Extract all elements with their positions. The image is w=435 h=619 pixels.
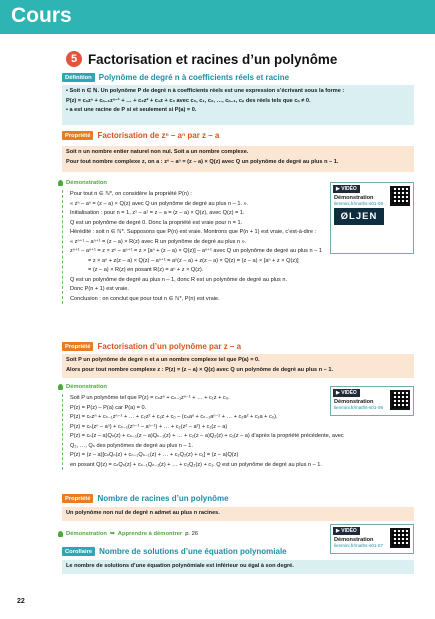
arrow-right-icon: ➥ (109, 531, 115, 537)
definition-box (62, 85, 414, 125)
lightbulb-icon (58, 384, 63, 390)
chapter-label: Cours (11, 4, 72, 27)
video-tag: ▶ VIDÉO (333, 185, 360, 193)
property-header (62, 342, 241, 351)
page-number: 22 (17, 598, 25, 605)
section-title: Factorisation et racines d’un polynôme (88, 51, 338, 67)
demo-line: en posant Q(z) = cₙQₙ(z) + cₙ₋₁Qₙ₋₁(z) + … + c₂Q₂(z) + c₁. Q est un polynôme de degré au plus n – 1. (70, 461, 322, 468)
property-line: Soit n un nombre entier naturel non nul. Soit a un nombre complexe. (66, 149, 249, 155)
chapter-header-bar (0, 0, 435, 34)
property-title: Factorisation d’un polynôme par z – a (97, 342, 242, 351)
demo-line: P(z) = (z – a)[cₙQₙ(z) + cₙ₋₁Qₙ₋₁(z) + … + c₂Q₂(z) + c₁] = (z – a)Q(z) (70, 452, 239, 458)
property-box (62, 507, 414, 521)
demo-line: = z × aⁿ + z(z – a) × Q(z) – aⁿ⁺¹ = aⁿ(z – a) + z(z – a) × Q(z) = (z – a) × [aⁿ + z × Q(z)] (88, 257, 299, 264)
qr-code-icon (390, 186, 410, 206)
corollary-line: Le nombre de solutions d’une équation polynômiale est inférieur ou égal à son degré. (66, 563, 294, 569)
demo-line: P(z) = cₙ(zⁿ – aⁿ) + cₙ₋₁(zⁿ⁻¹ – aⁿ⁻¹) + … + c₂(z² – a²) + c₁(z – a) (70, 423, 228, 430)
definition-tag: Définition (62, 73, 95, 82)
definition-line: • Soit n ∈ ℕ. Un polynôme P de degré n à coefficients réels est une expression s’écrivant sous la forme : (66, 88, 345, 94)
section-number-badge: 5 (66, 51, 82, 67)
video-title: Démonstration (334, 537, 374, 543)
definition-line: • a est une racine de P si et seulement si P(a) = 0. (66, 107, 197, 114)
demo-line: = (z – a) × R(z) en posant R(z) = aⁿ + z × Q(z). (88, 267, 204, 273)
demo-line: Pour tout n ∈ ℕ*, on considère la propriété P(n) : (70, 191, 192, 197)
qr-code-icon (390, 528, 410, 548)
video-link[interactable]: lienmini.fr/maths-s01-06 (334, 201, 384, 206)
demo-line: « zⁿ⁺¹ – aⁿ⁺¹ = (z – a) × R(z) avec R un polynôme de degré au plus n ». (70, 238, 247, 245)
property-box (62, 354, 414, 378)
video-title: Démonstration (334, 399, 374, 405)
property-box (62, 146, 414, 172)
corollary-title: Nombre de solutions d’une équation polynomiale (99, 547, 287, 556)
video-link[interactable]: lienmini.fr/maths-s01-07 (334, 543, 384, 548)
property-tag: Propriété (62, 494, 93, 503)
corollary-box (62, 560, 414, 574)
demonstration-label: Démonstration (58, 180, 107, 186)
video-link[interactable]: lienmini.fr/maths-s01-06 (334, 405, 384, 410)
corollary-header (62, 547, 287, 556)
demo-line: P(z) = P(z) – P(a) car P(a) = 0. (70, 404, 147, 411)
qr-code-icon (390, 390, 410, 410)
property-title: Nombre de racines d’un polynôme (97, 494, 229, 503)
publisher-logo: ØLJEN (334, 208, 384, 225)
section-heading (66, 51, 337, 67)
video-card[interactable] (330, 524, 414, 554)
definition-title: Polynôme de degré n à coefficients réels et racine (98, 73, 290, 82)
property-header (62, 494, 229, 503)
property-line: Pour tout nombre complexe z, on a : zⁿ – aⁿ = (z – a) × Q(z) avec Q un polynôme de degré au plus n – 1. (66, 158, 339, 165)
video-card[interactable] (330, 386, 414, 416)
demo-line: Q₂, …, Qₙ des polynômes de degré au plus n – 1. (70, 442, 193, 449)
demo-line: Soit P un polynôme tel que P(z) = cₙzⁿ + cₙ₋₁zⁿ⁻¹ + … + c₁z + c₀. (70, 395, 230, 401)
demo-line: P(z) = cₙzⁿ + cₙ₋₁zⁿ⁻¹ + … + c₂z² + c₁z + c₀ – (cₙaⁿ + cₙ₋₁aⁿ⁻¹ + … + c₂a² + c₁a + c₀). (70, 414, 278, 420)
video-title: Démonstration (334, 195, 374, 201)
video-card[interactable] (330, 182, 414, 254)
demo-line: Donc P(n + 1) est vraie. (70, 286, 129, 292)
property-line: Alors pour tout nombre complexe z : P(z) = (z – a) × Q(z) avec Q un polynôme de degré au plus n – 1. (66, 366, 333, 373)
demo-line: Q est un polynôme de degré 0. Donc la propriété est vraie pour n = 1. (70, 219, 243, 226)
property-title: Factorisation de zⁿ – aⁿ par z – a (97, 131, 220, 140)
lightbulb-icon (58, 180, 63, 186)
demo-line: Q est un polynôme de degré au plus n – 1, donc R est un polynôme de degré au plus n. (70, 276, 288, 283)
definition-header (62, 73, 289, 82)
demo-line: Initialisation : pour n = 1, z¹ – a¹ = z – a = (z – a) × Q(z), avec Q(z) = 1. (70, 210, 245, 216)
demo-line: zⁿ⁺¹ – aⁿ⁺¹ = z × zⁿ – aⁿ⁺¹ = z × [aⁿ + (z – a) × Q(z)] – aⁿ⁺¹ avec Q un polynôme de degré au plus n – 1 (70, 248, 322, 254)
demo-line: Hérédité : soit n ∈ ℕ*. Supposons que P(n) est vraie. Montrons que P(n + 1) est vraie, c’est-à-dire : (70, 229, 317, 235)
video-tag: ▶ VIDÉO (333, 527, 360, 535)
property-tag: Propriété (62, 131, 93, 140)
property-header (62, 131, 219, 140)
definition-line: P(z) = cₙzⁿ + cₙ₋₁zⁿ⁻¹ + … + c₂z² + c₁z + c₀ avec c₀, c₁, c₂, …, cₙ₋₁, cₙ des réels tels que cₙ ≠ 0. (66, 97, 311, 104)
property-line: Un polynôme non nul de degré n admet au plus n racines. (66, 510, 220, 516)
lightbulb-icon (58, 531, 63, 537)
demo-line: P(z) = cₙ(z – a)Qₙ(z) + cₙ₋₁(z – a)Qₙ₋₁(z) + … + c₂(z – a)Q₂(z) + c₁(z – a) d’après la propriété précédente, avec (70, 433, 344, 439)
learn-to-demonstrate-link-row: Démonstration ➥ Apprendre à démontrer p. 26 (58, 531, 198, 537)
page-reference: p. 26 (185, 531, 199, 537)
video-tag: ▶ VIDÉO (333, 389, 360, 397)
demo-line: « zⁿ – aⁿ = (z – a) × Q(z) avec Q un polynôme de degré au plus n – 1. ». (70, 200, 249, 207)
demo-line: Conclusion : on conclut que pour tout n ∈ ℕ*, P(n) est vraie. (70, 295, 220, 302)
property-tag: Propriété (62, 342, 93, 351)
property-line: Soit P un polynôme de degré n et a un nombre complexe tel que P(a) = 0. (66, 357, 260, 363)
learn-to-demonstrate-link[interactable]: Apprendre à démontrer (117, 531, 183, 537)
demonstration-body (62, 190, 328, 304)
demonstration-label: Démonstration (58, 384, 107, 390)
corollary-tag: Corollaire (62, 547, 95, 556)
